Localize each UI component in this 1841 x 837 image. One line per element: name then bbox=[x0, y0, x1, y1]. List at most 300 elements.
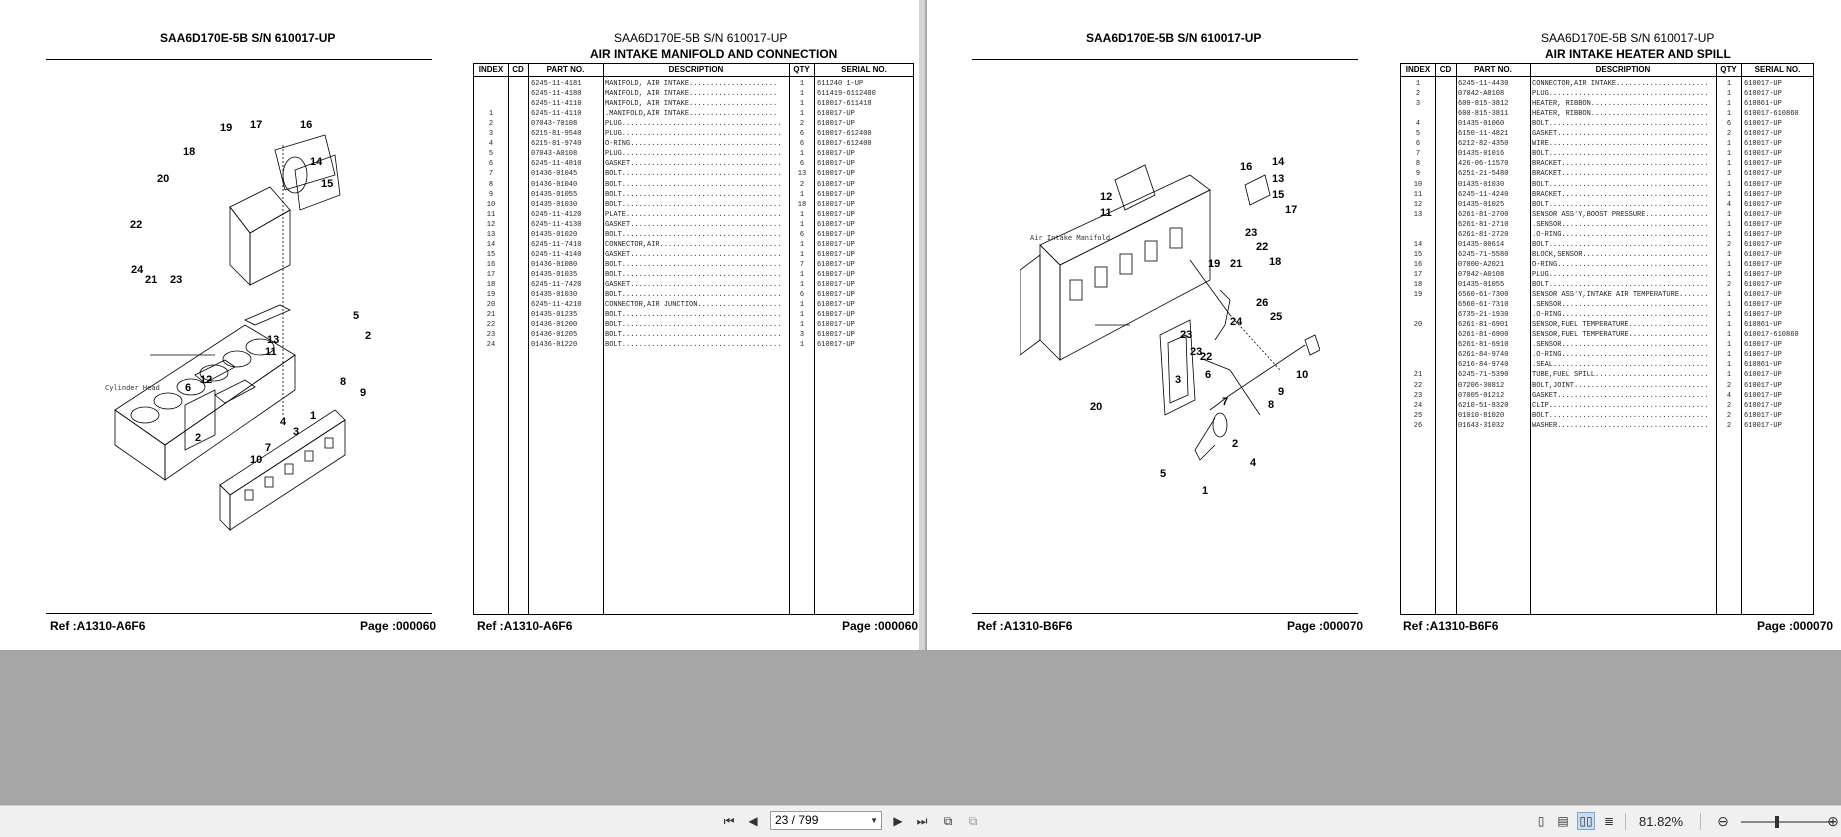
cell-index: 14 bbox=[486, 240, 496, 249]
zoom-slider[interactable] bbox=[1741, 821, 1833, 823]
cell-desc: BOLT...................................... bbox=[605, 331, 782, 340]
cell-serial: 610017-UP bbox=[1744, 190, 1782, 199]
svg-text:14: 14 bbox=[310, 156, 323, 168]
cell-desc: .SENSOR................................... bbox=[1532, 301, 1709, 310]
cell-serial: 610017-UP bbox=[817, 250, 855, 259]
cell-serial: 610017-UP bbox=[1744, 220, 1782, 229]
cell-part: 600-815-3812 bbox=[1458, 100, 1509, 109]
page2-exploded-diagram bbox=[1020, 150, 1320, 500]
cell-part: 6261-81-2700 bbox=[1458, 210, 1509, 219]
cell-desc: .O-RING................................... bbox=[1532, 230, 1709, 239]
svg-text:16: 16 bbox=[300, 119, 313, 131]
cell-serial: 610017-UP bbox=[817, 120, 855, 129]
cell-qty: 1 bbox=[1726, 220, 1732, 229]
cell-serial: 610017-UP bbox=[1744, 401, 1782, 410]
cell-qty: 1 bbox=[1726, 260, 1732, 269]
cell-serial: 610017-UP bbox=[1744, 230, 1782, 239]
cell-index: 4 bbox=[488, 140, 494, 149]
cell-part: 6245-11-7410 bbox=[531, 240, 582, 249]
cell-desc: SENSOR,FUEL TEMPERATURE................... bbox=[1532, 321, 1709, 330]
svg-text:12: 12 bbox=[200, 374, 213, 386]
cell-desc: BOLT...................................... bbox=[605, 200, 782, 209]
cell-desc: O-RING.................................... bbox=[1532, 260, 1709, 269]
cell-desc: BOLT...................................... bbox=[605, 321, 782, 330]
cell-part: 6251-21-5480 bbox=[1458, 170, 1509, 179]
cell-index: 21 bbox=[1413, 371, 1423, 380]
cell-desc: BRACKET................................... bbox=[1532, 170, 1709, 179]
cell-qty: 2 bbox=[1726, 411, 1732, 420]
cell-index: 24 bbox=[486, 341, 496, 350]
cell-qty: 2 bbox=[1726, 240, 1732, 249]
cell-index: 10 bbox=[486, 200, 496, 209]
cell-index: 21 bbox=[486, 311, 496, 320]
svg-text:2: 2 bbox=[365, 330, 372, 342]
cell-serial: 610017-UP bbox=[1744, 180, 1782, 189]
cell-serial: 610017-UP bbox=[817, 281, 855, 289]
page-number-input[interactable] bbox=[770, 811, 882, 830]
cell-desc: BOLT,JOINT................................ bbox=[1532, 381, 1709, 390]
cell-part: 01435-01055 bbox=[1458, 281, 1505, 289]
col-part-no: PART NO. bbox=[546, 65, 585, 74]
cell-part: 07043-A0108 bbox=[531, 150, 578, 159]
cell-qty: 1 bbox=[799, 311, 805, 320]
cell-qty: 13 bbox=[797, 170, 807, 179]
svg-text:6: 6 bbox=[1205, 369, 1212, 381]
cell-desc: CONNECTOR,AIR............................. bbox=[605, 240, 782, 249]
cell-qty: 6 bbox=[799, 291, 805, 300]
svg-text:5: 5 bbox=[1160, 468, 1167, 480]
svg-text:13: 13 bbox=[1272, 173, 1285, 185]
cell-qty: 1 bbox=[799, 190, 805, 199]
cell-serial: 610017-UP bbox=[1744, 120, 1782, 129]
air-intake-manifold-label: Air Intake Manifold bbox=[1030, 234, 1111, 242]
page1-left-page-number: Page :000060 bbox=[360, 619, 437, 633]
cell-serial: 610017-UP bbox=[1744, 351, 1782, 360]
cell-part: 01435-01020 bbox=[531, 230, 578, 239]
page1-parts-table bbox=[473, 63, 914, 615]
cell-desc: MANIFOLD, AIR INTAKE..................... bbox=[605, 80, 778, 88]
cell-desc: .O-RING................................... bbox=[1532, 311, 1709, 320]
next-page-icon[interactable]: ▶ bbox=[893, 814, 903, 828]
svg-text:17: 17 bbox=[250, 119, 263, 131]
cell-part: 6261-81-6900 bbox=[1458, 331, 1509, 340]
cell-index: 22 bbox=[486, 321, 496, 330]
cell-qty: 1 bbox=[1726, 160, 1732, 169]
cell-index: 23 bbox=[486, 331, 496, 340]
svg-text:19: 19 bbox=[220, 122, 233, 134]
cell-index: 19 bbox=[486, 291, 496, 300]
page2-left-header: SAA6D170E-5B S/N 610017-UP bbox=[1086, 31, 1262, 45]
cell-index: 13 bbox=[486, 230, 496, 239]
cell-serial: 610017-UP bbox=[1744, 90, 1782, 99]
cell-desc: PLUG...................................... bbox=[1532, 270, 1709, 279]
page1-left-header: SAA6D170E-5B S/N 610017-UP bbox=[160, 31, 336, 45]
cell-part: 01436-01220 bbox=[531, 341, 578, 350]
page1-right-header: SAA6D170E-5B S/N 610017-UP bbox=[614, 31, 788, 45]
cell-desc: TUBE,FUEL SPILL........................... bbox=[1532, 371, 1709, 380]
cell-part: 07043-70108 bbox=[531, 120, 578, 129]
cell-qty: 1 bbox=[799, 210, 805, 219]
svg-text:3: 3 bbox=[293, 426, 300, 438]
cell-qty: 1 bbox=[799, 80, 805, 88]
cell-index: 22 bbox=[1413, 381, 1423, 390]
cell-serial: 611240 1-UP bbox=[817, 80, 864, 88]
col-index: INDEX bbox=[478, 65, 504, 74]
page2-left-footer-rule bbox=[972, 613, 1358, 614]
cell-index: 16 bbox=[486, 260, 496, 269]
single-page-icon[interactable]: ▯ bbox=[1537, 814, 1545, 828]
cell-serial: 610017-UP bbox=[1744, 170, 1782, 179]
col-part-no: PART NO. bbox=[1474, 65, 1512, 74]
cell-part: 07005-01212 bbox=[1458, 391, 1505, 400]
cell-part: 6245-11-4130 bbox=[531, 220, 582, 229]
cell-part: 01435-01060 bbox=[1458, 120, 1505, 129]
cell-desc: MANIFOLD, AIR INTAKE..................... bbox=[605, 90, 778, 99]
cell-part: 6245-11-7420 bbox=[531, 281, 582, 289]
cell-index: 24 bbox=[1413, 401, 1423, 410]
cell-qty: 2 bbox=[1726, 281, 1732, 289]
cell-desc: BLOCK,SENSOR.............................. bbox=[1532, 250, 1709, 259]
cell-serial: 610861-UP bbox=[1744, 321, 1782, 330]
cell-index: 3 bbox=[488, 130, 494, 139]
cell-part: 6150-11-4821 bbox=[1458, 130, 1509, 139]
cell-desc: BOLT...................................... bbox=[605, 230, 782, 239]
cell-qty: 1 bbox=[799, 100, 805, 109]
chevron-down-icon[interactable]: ▼ bbox=[870, 816, 878, 825]
svg-text:15: 15 bbox=[321, 178, 334, 190]
svg-text:13: 13 bbox=[267, 334, 280, 346]
cell-part: 6560-61-7300 bbox=[1458, 291, 1509, 300]
cell-serial: 611419-6112400 bbox=[817, 90, 876, 99]
two-page-icon[interactable]: ▯▯ bbox=[1577, 812, 1595, 830]
col-index: INDEX bbox=[1405, 65, 1431, 74]
page-gutter bbox=[919, 0, 925, 650]
cell-serial: 610017-UP bbox=[1744, 311, 1782, 320]
cell-index: 9 bbox=[1415, 170, 1421, 179]
cell-serial: 610017-UP bbox=[817, 170, 855, 179]
cell-serial: 610017-UP bbox=[1744, 371, 1782, 380]
page2-right-page-number: Page :000070 bbox=[1757, 619, 1834, 633]
svg-text:24: 24 bbox=[131, 264, 144, 276]
cell-part: 01435-01030 bbox=[531, 200, 578, 209]
cell-qty: 1 bbox=[1726, 110, 1732, 119]
cell-part: 6261-84-9740 bbox=[1458, 351, 1509, 360]
cell-desc: .O-RING................................... bbox=[1532, 351, 1709, 360]
cell-serial: 610017-610860 bbox=[1744, 331, 1799, 340]
cell-serial: 610017-UP bbox=[817, 341, 855, 350]
cell-qty: 1 bbox=[799, 150, 805, 159]
cell-qty: 1 bbox=[1726, 180, 1732, 189]
cell-qty: 1 bbox=[1726, 170, 1732, 179]
cell-part: 6245-11-4140 bbox=[531, 250, 582, 259]
cell-serial: 610017-UP bbox=[1744, 130, 1782, 139]
col-qty: QTY bbox=[1720, 65, 1737, 74]
cell-serial: 610017-612400 bbox=[817, 130, 872, 139]
cell-index: 18 bbox=[1413, 281, 1423, 289]
svg-text:22: 22 bbox=[130, 219, 143, 231]
cell-qty: 6 bbox=[799, 130, 805, 139]
cell-index: 17 bbox=[486, 270, 496, 279]
cell-part: 6560-61-7310 bbox=[1458, 301, 1509, 310]
cell-index: 15 bbox=[486, 250, 496, 259]
cell-qty: 2 bbox=[1726, 381, 1732, 390]
cell-qty: 1 bbox=[1726, 351, 1732, 360]
cell-serial: 610017-UP bbox=[817, 150, 855, 159]
cell-part: 01435-01030 bbox=[531, 291, 578, 300]
cell-desc: PLUG...................................... bbox=[1532, 90, 1709, 99]
svg-text:23: 23 bbox=[1180, 329, 1193, 341]
cell-index: 8 bbox=[1415, 160, 1421, 169]
cell-desc: BOLT...................................... bbox=[605, 170, 782, 179]
svg-text:23: 23 bbox=[1245, 227, 1258, 239]
page1-left-header-rule bbox=[46, 59, 432, 60]
cell-part: 6735-21-1930 bbox=[1458, 311, 1509, 320]
cell-index: 25 bbox=[1413, 411, 1423, 420]
table-row bbox=[474, 339, 913, 351]
svg-text:9: 9 bbox=[360, 387, 367, 399]
cell-index: 19 bbox=[1413, 291, 1423, 300]
cell-serial: 610017-UP bbox=[1744, 210, 1782, 219]
cell-serial: 610017-UP bbox=[817, 160, 855, 169]
cell-index: 15 bbox=[1413, 250, 1423, 259]
cell-index: 12 bbox=[1413, 200, 1423, 209]
cell-serial: 610017-UP bbox=[817, 291, 855, 300]
cell-desc: GASKET.................................... bbox=[605, 220, 782, 229]
cell-desc: SENSOR ASS'Y,INTAKE AIR TEMPERATURE....... bbox=[1532, 291, 1709, 300]
page2-left-page-number: Page :000070 bbox=[1287, 619, 1364, 633]
cell-serial: 610017-UP bbox=[817, 321, 855, 330]
cell-qty: 6 bbox=[799, 140, 805, 149]
cell-desc: BOLT...................................... bbox=[1532, 150, 1709, 159]
cell-part: 01643-31032 bbox=[1458, 421, 1505, 430]
paste-icon[interactable]: ⧉ bbox=[968, 813, 978, 828]
cell-desc: SENSOR,FUEL TEMPERATURE................... bbox=[1532, 331, 1709, 340]
zoom-out-icon[interactable]: ⊖ bbox=[1717, 812, 1729, 829]
cell-qty: 4 bbox=[1726, 200, 1732, 209]
cell-desc: PLUG...................................... bbox=[605, 150, 782, 159]
svg-text:21: 21 bbox=[145, 274, 158, 286]
cell-part: 01436-01045 bbox=[531, 170, 578, 179]
first-page-icon[interactable]: ⏮ bbox=[723, 813, 735, 828]
cell-part: 01435-01235 bbox=[531, 311, 578, 320]
cell-index: 14 bbox=[1413, 240, 1423, 249]
cell-qty: 1 bbox=[1726, 80, 1732, 88]
cell-index: 6 bbox=[488, 160, 494, 169]
cell-index: 12 bbox=[486, 220, 496, 229]
cell-desc: CONNECTOR,AIR INTAKE...................... bbox=[1532, 80, 1709, 88]
cell-part: 01435-00614 bbox=[1458, 240, 1505, 249]
cell-serial: 610017-UP bbox=[817, 190, 855, 199]
svg-text:14: 14 bbox=[1272, 156, 1285, 168]
svg-text:12: 12 bbox=[1100, 191, 1113, 203]
cell-serial: 610017-UP bbox=[1744, 270, 1782, 279]
svg-text:23: 23 bbox=[170, 274, 183, 286]
cell-desc: BOLT...................................... bbox=[605, 190, 782, 199]
cell-qty: 1 bbox=[1726, 270, 1732, 279]
cell-part: 6245-11-4181 bbox=[531, 80, 582, 88]
svg-text:18: 18 bbox=[1269, 256, 1282, 268]
cell-serial: 610017-UP bbox=[817, 301, 855, 310]
svg-text:3: 3 bbox=[1175, 374, 1182, 386]
page2-right-ref: Ref :A1310-B6F6 bbox=[1403, 619, 1499, 633]
cell-serial: 610017-UP bbox=[1744, 291, 1782, 300]
cell-serial: 610017-UP bbox=[1744, 140, 1782, 149]
cell-desc: SENSOR ASS'Y,BOOST PRESSURE............... bbox=[1532, 210, 1709, 219]
svg-text:23: 23 bbox=[1190, 346, 1203, 358]
page1-left-ref: Ref :A1310-A6F6 bbox=[50, 619, 146, 633]
cell-serial: 610017-UP bbox=[1744, 80, 1782, 88]
cell-part: 6245-11-4240 bbox=[1458, 190, 1509, 199]
cell-serial: 610017-UP bbox=[817, 331, 855, 340]
cell-serial: 610017-UP bbox=[817, 240, 855, 249]
cell-index: 7 bbox=[1415, 150, 1421, 159]
cell-serial: 610017-UP bbox=[1744, 341, 1782, 350]
cell-desc: CONNECTOR,AIR JUNCTION.................... bbox=[605, 301, 782, 310]
svg-text:6: 6 bbox=[185, 382, 192, 394]
last-page-icon[interactable]: ⏭ bbox=[916, 813, 928, 828]
cell-desc: GASKET.................................... bbox=[605, 250, 782, 259]
cell-desc: BOLT...................................... bbox=[1532, 200, 1709, 209]
col-cd: CD bbox=[1439, 65, 1452, 74]
svg-text:4: 4 bbox=[1250, 457, 1257, 469]
cell-part: 6245-71-5390 bbox=[1458, 371, 1509, 380]
cell-index: 3 bbox=[1415, 100, 1421, 109]
viewer-toolbar bbox=[0, 805, 1841, 837]
cell-desc: BOLT...................................... bbox=[605, 291, 782, 300]
zoom-in-icon[interactable]: ⊕ bbox=[1827, 812, 1839, 829]
cell-desc: HEATER, RIBBON............................ bbox=[1532, 100, 1709, 109]
cell-index: 20 bbox=[1413, 321, 1423, 330]
cell-qty: 7 bbox=[799, 260, 805, 269]
cell-serial: 610017-611418 bbox=[817, 100, 872, 109]
cell-qty: 2 bbox=[1726, 130, 1732, 139]
cell-qty: 1 bbox=[1726, 150, 1732, 159]
svg-text:2: 2 bbox=[195, 432, 202, 444]
cell-qty: 1 bbox=[1726, 100, 1732, 109]
copy-icon[interactable]: ⧉ bbox=[943, 813, 953, 828]
cell-part: 01436-01080 bbox=[531, 260, 578, 269]
cell-serial: 610017-UP bbox=[1744, 411, 1782, 420]
cell-serial: 610017-UP bbox=[1744, 301, 1782, 310]
cell-desc: BRACKET................................... bbox=[1532, 160, 1709, 169]
cell-serial: 610017-UP bbox=[817, 110, 855, 119]
cell-qty: 1 bbox=[1726, 140, 1732, 149]
cell-serial: 610017-UP bbox=[1744, 391, 1782, 400]
svg-text:10: 10 bbox=[250, 454, 263, 466]
col-description: DESCRIPTION bbox=[668, 65, 724, 74]
cell-index: 11 bbox=[1413, 190, 1423, 199]
cell-qty: 1 bbox=[799, 281, 805, 289]
cell-qty: 1 bbox=[799, 341, 805, 350]
cell-serial: 610017-UP bbox=[1744, 381, 1782, 390]
cell-serial: 610017-UP bbox=[1744, 421, 1782, 430]
cell-qty: 2 bbox=[799, 120, 805, 129]
cell-qty: 1 bbox=[1726, 331, 1732, 340]
cell-qty: 4 bbox=[1726, 391, 1732, 400]
cell-qty: 6 bbox=[799, 230, 805, 239]
page-indicator: 23 / 799 bbox=[775, 813, 819, 827]
svg-text:20: 20 bbox=[157, 173, 170, 185]
cell-qty: 6 bbox=[799, 160, 805, 169]
cell-qty: 1 bbox=[1726, 90, 1732, 99]
svg-text:22: 22 bbox=[1200, 351, 1213, 363]
cell-serial: 610017-UP bbox=[817, 230, 855, 239]
cell-qty: 6 bbox=[1726, 120, 1732, 129]
page1-table-title: AIR INTAKE MANIFOLD AND CONNECTION bbox=[590, 47, 838, 61]
cell-desc: GASKET.................................... bbox=[1532, 130, 1709, 139]
col-qty: QTY bbox=[793, 65, 810, 74]
svg-text:11: 11 bbox=[265, 346, 277, 358]
cell-qty: 1 bbox=[1726, 291, 1732, 300]
cell-desc: O-RING.................................... bbox=[605, 140, 782, 149]
cell-qty: 1 bbox=[1726, 341, 1732, 350]
cell-desc: BOLT...................................... bbox=[1532, 180, 1709, 189]
cell-desc: GASKET.................................... bbox=[1532, 391, 1709, 400]
cell-part: 6261-81-6901 bbox=[1458, 321, 1509, 330]
cell-part: 6215-81-9740 bbox=[531, 140, 582, 149]
cell-part: 6210-51-8320 bbox=[1458, 401, 1509, 410]
cell-desc: BOLT...................................... bbox=[605, 180, 782, 189]
svg-text:19: 19 bbox=[1208, 258, 1221, 270]
prev-page-icon[interactable]: ◀ bbox=[748, 814, 758, 828]
cell-index: 26 bbox=[1413, 421, 1423, 430]
zoom-slider-handle[interactable] bbox=[1775, 816, 1779, 828]
cell-index: 5 bbox=[488, 150, 494, 159]
cell-qty: 18 bbox=[797, 200, 807, 209]
cell-index: 8 bbox=[488, 180, 494, 189]
cell-desc: GASKET.................................... bbox=[605, 160, 782, 169]
cell-qty: 1 bbox=[799, 240, 805, 249]
svg-text:1: 1 bbox=[310, 410, 317, 422]
continuous-icon[interactable]: ▤ bbox=[1557, 814, 1569, 828]
cell-part: 07206-30812 bbox=[1458, 381, 1505, 390]
svg-text:7: 7 bbox=[1222, 396, 1229, 408]
cell-index: 10 bbox=[1413, 180, 1423, 189]
cell-index: 6 bbox=[1415, 140, 1421, 149]
cell-desc: .SEAL..................................... bbox=[1532, 361, 1709, 370]
cell-serial: 610017-UP bbox=[817, 180, 855, 189]
cell-index: 1 bbox=[488, 110, 494, 119]
col-cd: CD bbox=[512, 65, 524, 74]
cell-serial: 610017-UP bbox=[817, 220, 855, 229]
cell-desc: PLUG...................................... bbox=[605, 130, 782, 139]
cell-part: 6245-71-5580 bbox=[1458, 250, 1509, 259]
cell-index: 17 bbox=[1413, 270, 1423, 279]
cell-serial: 610017-610860 bbox=[1744, 110, 1799, 119]
cell-part: 01010-81020 bbox=[1458, 411, 1505, 420]
cell-part: 01436-01205 bbox=[531, 331, 578, 340]
cell-part: 6261-81-2720 bbox=[1458, 230, 1509, 239]
page1-left-footer-rule bbox=[46, 613, 432, 614]
cell-index: 1 bbox=[1415, 80, 1421, 88]
cell-desc: BRACKET................................... bbox=[1532, 190, 1709, 199]
cell-serial: 610017-UP bbox=[817, 200, 855, 209]
svg-text:9: 9 bbox=[1278, 386, 1285, 398]
svg-text:20: 20 bbox=[1090, 401, 1103, 413]
zoom-level[interactable]: 81.82% bbox=[1639, 814, 1684, 829]
page2-table-title: AIR INTAKE HEATER AND SPILL bbox=[1545, 47, 1731, 61]
col-description: DESCRIPTION bbox=[1595, 65, 1651, 74]
cell-qty: 1 bbox=[1726, 230, 1732, 239]
two-page-continuous-icon[interactable]: ≣ bbox=[1603, 814, 1615, 828]
cell-qty: 1 bbox=[1726, 210, 1732, 219]
svg-text:21: 21 bbox=[1230, 258, 1243, 270]
cell-part: 6245-11-4180 bbox=[531, 90, 582, 99]
cell-desc: BOLT...................................... bbox=[605, 260, 782, 269]
cell-desc: BOLT...................................... bbox=[1532, 281, 1709, 289]
table-row bbox=[1401, 420, 1813, 432]
cell-serial: 610861-UP bbox=[1744, 361, 1782, 370]
